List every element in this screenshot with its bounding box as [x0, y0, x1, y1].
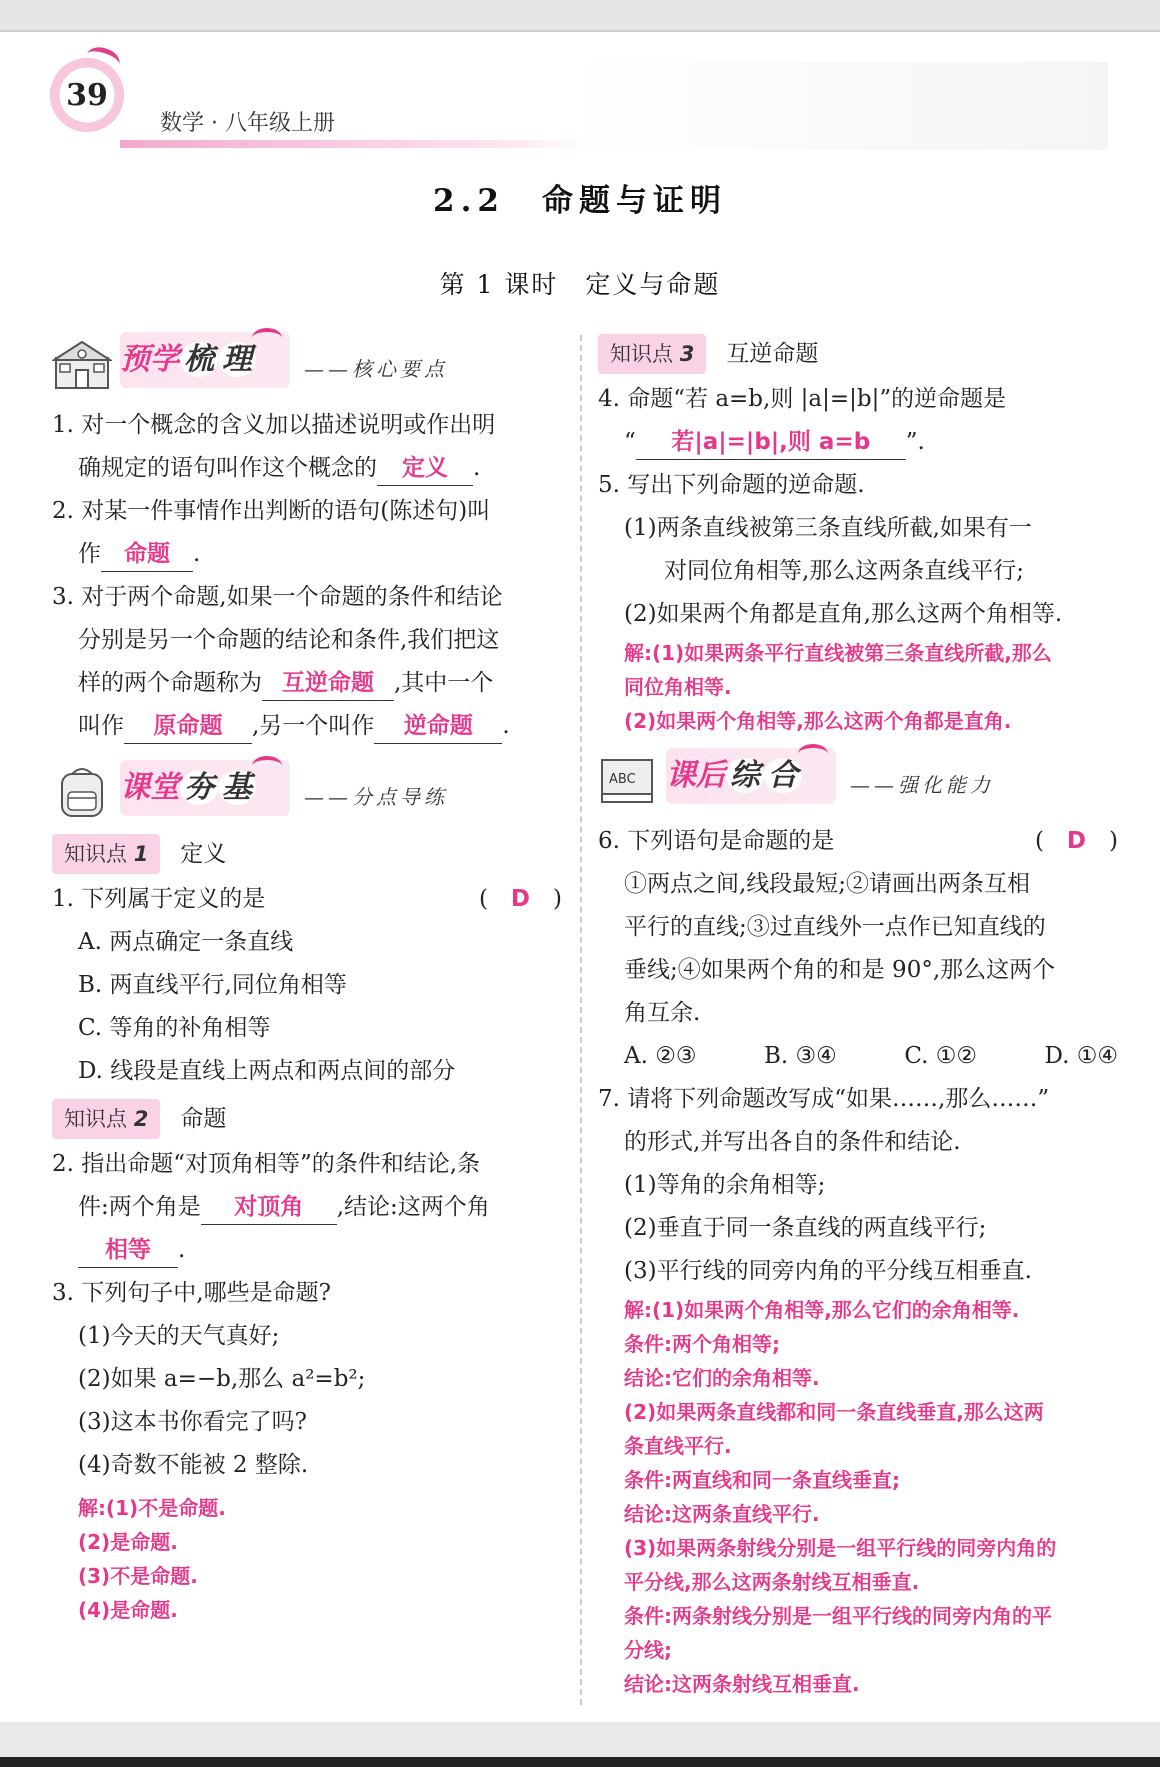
- knowledge-point-name: 命题: [180, 1106, 227, 1132]
- solution-line: 条件:两条射线分别是一组平行线的同旁内角的平: [624, 1604, 1052, 1628]
- kp-number: 1: [133, 842, 149, 866]
- knowledge-point-tag: [52, 1099, 160, 1139]
- q6-line-3: 垂线;④如果两个角的和是 90°,那么这两个: [624, 957, 1056, 983]
- q5-solution: [598, 636, 1118, 738]
- q4-answer: 若|a|=|b|,则 a=b: [636, 425, 906, 460]
- kp-number: 2: [133, 1107, 149, 1131]
- classroom-q1-option-d: D. 线段是直线上两点和两点间的部分: [78, 1058, 456, 1084]
- solution-line: 解:(1)如果两条平行直线被第三条直线所截,那么: [624, 641, 1052, 665]
- knowledge-point-1: [52, 834, 562, 874]
- q7-item-2: (2)垂直于同一条直线的两直线平行;: [624, 1215, 987, 1241]
- solution-line: 解:(1)不是命题.: [78, 1496, 226, 1520]
- classroom-banner: [52, 758, 562, 828]
- q5-item-1-line2: 对同位角相等,那么这两条直线平行;: [664, 558, 1025, 584]
- classroom-q1-choice: ( D ): [478, 886, 562, 912]
- solution-line: 条件:两直线和同一条直线垂直;: [624, 1468, 900, 1492]
- preview-q3-line3: 样的两个命题称为: [78, 670, 262, 696]
- q5-item-2: (2)如果两个角都是直角,那么这两个角相等.: [624, 601, 1063, 627]
- left-column: [52, 330, 562, 1627]
- knowledge-point-2: [52, 1099, 562, 1139]
- preview-q3-answer-3: 逆命题: [374, 709, 502, 744]
- classroom-q2-line2: 件:两个角是: [78, 1194, 201, 1220]
- classroom-banner-title: 课堂 夯 基: [120, 760, 290, 816]
- solution-line: 分线;: [624, 1638, 672, 1662]
- classroom-q2-answer-2: 相等: [78, 1233, 178, 1268]
- solution-line: (3)如果两条射线分别是一组平行线的同旁内角的: [624, 1536, 1057, 1560]
- banner-swish-icon: [252, 328, 282, 348]
- kp-label: 知识点: [610, 342, 673, 366]
- knowledge-point-name: 互逆命题: [726, 341, 819, 367]
- knowledge-point-tag: [52, 834, 160, 874]
- solution-line: (3)不是命题.: [78, 1564, 198, 1588]
- preview-q2-answer: 命题: [101, 537, 193, 572]
- classroom-q2-line1: 2. 指出命题“对顶角相等”的条件和结论,条: [52, 1151, 481, 1177]
- classroom-q1: [52, 878, 562, 921]
- preview-q2-line1: 2. 对某一件事情作出判断的语句(陈述句)叫: [52, 498, 491, 524]
- preview-q3-line1: 3. 对于两个命题,如果一个命题的条件和结论: [52, 584, 503, 610]
- solution-line: 同位角相等.: [624, 675, 732, 699]
- subject-label: 数学 · 八年级上册: [160, 111, 335, 136]
- q5-item-1-line1: (1)两条直线被第三条直线所截,如果有一: [624, 515, 1032, 541]
- classroom-q3: 3. 下列句子中,哪些是命题?: [52, 1280, 331, 1306]
- after-class-banner-subtitle: ——强化能力: [850, 773, 994, 797]
- knowledge-point-name: 定义: [180, 841, 227, 867]
- kp-label: 知识点: [64, 1107, 127, 1131]
- header-decoration: [560, 62, 1108, 150]
- banner-swish-icon: [252, 756, 282, 776]
- q6-line-2: 平行的直线;③过直线外一点作已知直线的: [624, 914, 1046, 940]
- classroom-q3-item-2: (2)如果 a=−b,那么 a²=b²;: [78, 1366, 366, 1392]
- classroom-q3-item-3: (3)这本书你看完了吗?: [78, 1409, 307, 1435]
- q6: [598, 820, 1118, 863]
- lesson-title: 第 1 课时 定义与命题: [439, 270, 721, 299]
- school-building-icon: [52, 336, 112, 390]
- punct: .: [502, 713, 510, 739]
- punct: .: [178, 1237, 186, 1263]
- solution-line: (4)是命题.: [78, 1598, 178, 1622]
- classroom-banner-subtitle: ——分点导练: [304, 785, 448, 809]
- header-underline: [120, 140, 590, 148]
- solution-line: 平分线,那么这两条射线互相垂直.: [624, 1570, 920, 1594]
- punct: .: [473, 455, 481, 481]
- preview-q1-line1: 1. 对一个概念的含义加以描述说明或作出明: [52, 412, 496, 438]
- classroom-q2-answer-1: 对顶角: [201, 1190, 337, 1225]
- classroom-q1-option-a: A. 两点确定一条直线: [78, 929, 294, 955]
- solution-line: 条件:两个角相等;: [624, 1332, 780, 1356]
- after-class-banner-title: 课后 综 合: [666, 748, 836, 804]
- preview-q3-answer-2: 原命题: [124, 709, 252, 744]
- bottom-edge: [0, 1757, 1160, 1767]
- preview-q3-text: ,其中一个: [394, 670, 494, 696]
- classroom-q1-option-b: B. 两直线平行,同位角相等: [78, 972, 347, 998]
- q6-line-1: ①两点之间,线段最短;②请画出两条互相: [624, 871, 1031, 897]
- solution-line: 结论:这两条直线平行.: [624, 1502, 820, 1526]
- q6-options: [598, 1035, 1118, 1078]
- preview-q3-answer-1: 互逆命题: [262, 666, 394, 701]
- q6-text: 6. 下列语句是命题的是: [598, 828, 835, 854]
- q6-choice: ( D ): [1034, 828, 1118, 854]
- classroom-q3-item-4: (4)奇数不能被 2 整除.: [78, 1452, 309, 1478]
- book-icon: [598, 752, 658, 806]
- q7-item-1: (1)等角的余角相等;: [624, 1172, 826, 1198]
- q6-line-4: 角互余.: [624, 1000, 701, 1026]
- q7-item-3: (3)平行线的同旁内角的平分线互相垂直.: [624, 1258, 1032, 1284]
- q6-option-c: C. ①②: [904, 1043, 977, 1069]
- solution-line: (2)如果两条直线都和同一条直线垂直,那么这两: [624, 1400, 1044, 1424]
- q7-line1: 7. 请将下列命题改写成“如果……,那么……”: [598, 1086, 1050, 1112]
- q6-option-b: B. ③④: [764, 1043, 837, 1069]
- solution-line: 结论:它们的余角相等.: [624, 1366, 820, 1390]
- classroom-q3-solution: [52, 1491, 562, 1627]
- section-title: 2.2 命题与证明: [433, 183, 727, 219]
- preview-q1-line2: 确规定的语句叫作这个概念的: [78, 455, 377, 481]
- knowledge-point-tag: [598, 334, 706, 374]
- preview-banner-title: 预学 梳 理: [120, 332, 290, 388]
- preview-q3-text2: ,另一个叫作: [252, 713, 375, 739]
- viewer-top-bar: [0, 0, 1160, 32]
- svg-text:ABC: ABC: [609, 772, 636, 787]
- punct: .: [193, 541, 201, 567]
- classroom-q1-text: 1. 下列属于定义的是: [52, 886, 266, 912]
- classroom-q2-text: ,结论:这两个角: [336, 1194, 490, 1220]
- q6-option-d: D. ①④: [1044, 1043, 1118, 1069]
- preview-q1-answer: 定义: [377, 451, 473, 486]
- backpack-icon: [52, 764, 112, 818]
- choice-answer: D: [1066, 828, 1087, 854]
- q6-option-a: A. ②③: [624, 1043, 697, 1069]
- preview-q3-line4: 叫作: [78, 713, 124, 739]
- q4-line1: 4. 命题“若 a=b,则 |a|=|b|”的逆命题是: [598, 386, 1007, 412]
- solution-line: (2)是命题.: [78, 1530, 178, 1554]
- solution-line: 条直线平行.: [624, 1434, 732, 1458]
- preview-q3-line2: 分别是另一个命题的结论和条件,我们把这: [78, 627, 500, 653]
- classroom-q3-item-1: (1)今天的天气真好;: [78, 1323, 280, 1349]
- banner-swish-icon: [798, 744, 828, 764]
- preview-banner: [52, 330, 562, 400]
- q7-line2: 的形式,并写出各自的条件和结论.: [624, 1129, 961, 1155]
- page-number: 39: [66, 77, 108, 113]
- solution-line: (2)如果两个角相等,那么这两个角都是直角.: [624, 709, 1012, 733]
- column-divider: [580, 335, 582, 1705]
- kp-label: 知识点: [64, 842, 127, 866]
- preview-banner-subtitle: ——核心要点: [304, 357, 448, 381]
- preview-q2-line2: 作: [78, 541, 101, 567]
- solution-line: 解:(1)如果两个角相等,那么它们的余角相等.: [624, 1298, 1020, 1322]
- viewer-bottom-bar: [0, 1722, 1160, 1767]
- right-column: [598, 330, 1118, 1701]
- kp-number: 3: [679, 342, 695, 366]
- choice-answer: D: [510, 886, 531, 912]
- q5: 5. 写出下列命题的逆命题.: [598, 472, 865, 498]
- classroom-q1-option-c: C. 等角的补角相等: [78, 1015, 271, 1041]
- punct: “: [624, 429, 636, 455]
- punct: ”.: [905, 429, 925, 455]
- solution-line: 结论:这两条射线互相垂直.: [624, 1672, 860, 1696]
- knowledge-point-3: [598, 334, 1118, 374]
- q7-solution: [598, 1293, 1118, 1701]
- after-class-banner: [598, 746, 1118, 816]
